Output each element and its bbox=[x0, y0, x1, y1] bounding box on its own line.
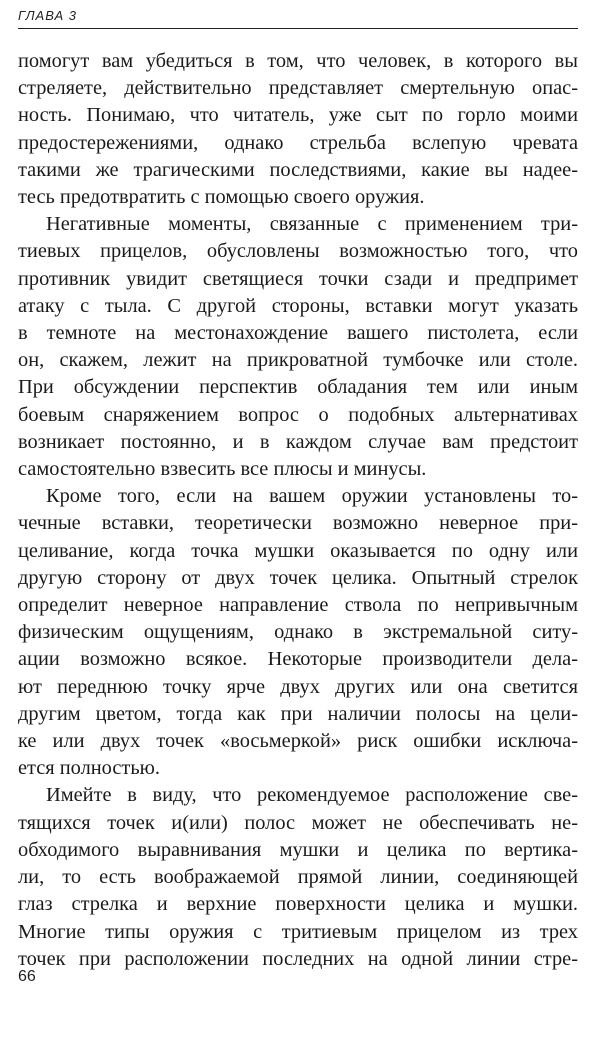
text-line: Негативные моменты, связанные с применением три- bbox=[46, 213, 578, 236]
text-line: возникает постоянно, и в каждом случае вам предстоит bbox=[18, 430, 578, 453]
body-text bbox=[18, 48, 578, 973]
paragraph bbox=[18, 48, 578, 211]
paragraph bbox=[18, 211, 578, 483]
text-line: целивание, когда точка мушки оказывается по одну или bbox=[18, 539, 578, 562]
text-line: Имейте в виду, что рекомендуемое расположение све- bbox=[46, 784, 578, 807]
text-line: ли, то есть воображаемой прямой линии, соединяющей bbox=[18, 866, 578, 889]
text-line: ации возможно всякое. Некоторые производители дела- bbox=[18, 648, 578, 671]
text-line: атаку с тыла. С другой стороны, вставки могут указать bbox=[18, 294, 578, 317]
text-line: боевым снаряжением вопрос о подобных альтернативах bbox=[18, 403, 578, 426]
text-line: помогут вам убедиться в том, что человек, в которого вы bbox=[18, 50, 578, 72]
text-line: ке или двух точек «восьмеркой» риск ошибки исключа- bbox=[18, 730, 578, 753]
text-line: физическим ощущениям, однако в экстремальной ситу- bbox=[18, 621, 578, 644]
text-line: глаз стрелка и верхние поверхности целика и мушки. bbox=[18, 893, 578, 916]
text-line: обходимого выравнивания мушки и целика по вертика- bbox=[18, 838, 578, 861]
page-number: 66 bbox=[18, 968, 36, 985]
paragraph bbox=[18, 483, 578, 782]
paragraph bbox=[18, 782, 578, 972]
text-line: такими же трагическими последствиями, какие вы надее- bbox=[18, 158, 578, 181]
text-line: определит неверное направление ствола по непривычным bbox=[18, 594, 578, 617]
text-line: Многие типы оружия с тритиевым прицелом из трех bbox=[18, 920, 578, 943]
text-line: При обсуждении перспектив обладания тем или иным bbox=[18, 376, 578, 399]
chapter-label: ГЛАВА 3 bbox=[18, 8, 77, 23]
text-line: тиевых прицелов, обусловлены возможностью того, что bbox=[18, 240, 578, 263]
text-line: Кроме того, если на вашем оружии установлены то- bbox=[46, 485, 578, 508]
text-line: тящихся точек и(или) полос может не обеспечивать не- bbox=[18, 811, 578, 834]
text-line: точек при расположении последних на одной линии стре- bbox=[18, 947, 578, 970]
text-line: другим цветом, тогда как при наличии полосы на цели- bbox=[18, 702, 578, 725]
text-line: он, скажем, лежит на прикроватной тумбочке или столе. bbox=[18, 349, 578, 372]
text-line: тесь предотвратить с помощью своего оружия. bbox=[18, 186, 425, 209]
text-line: другую сторону от двух точек целика. Опытный стрелок bbox=[18, 566, 578, 589]
text-line: чечные вставки, теоретически возможно неверное при- bbox=[18, 512, 578, 535]
text-line: стреляете, действительно представляет смертельную опас- bbox=[18, 77, 578, 100]
text-line: самостоятельно взвесить все плюсы и минусы. bbox=[18, 458, 427, 481]
text-line: предостережениями, однако стрельба вслепую чревата bbox=[18, 131, 578, 154]
text-line: ется полностью. bbox=[18, 757, 160, 780]
text-line: ют переднюю точку ярче двух других или она светится bbox=[18, 675, 578, 698]
text-line: ность. Понимаю, что читатель, уже сыт по горло моими bbox=[18, 104, 578, 127]
text-line: противник увидит светящиеся точки сзади и предпримет bbox=[18, 267, 578, 290]
text-line: в темноте на местонахождение вашего пистолета, если bbox=[18, 322, 578, 345]
running-header bbox=[18, 8, 578, 29]
